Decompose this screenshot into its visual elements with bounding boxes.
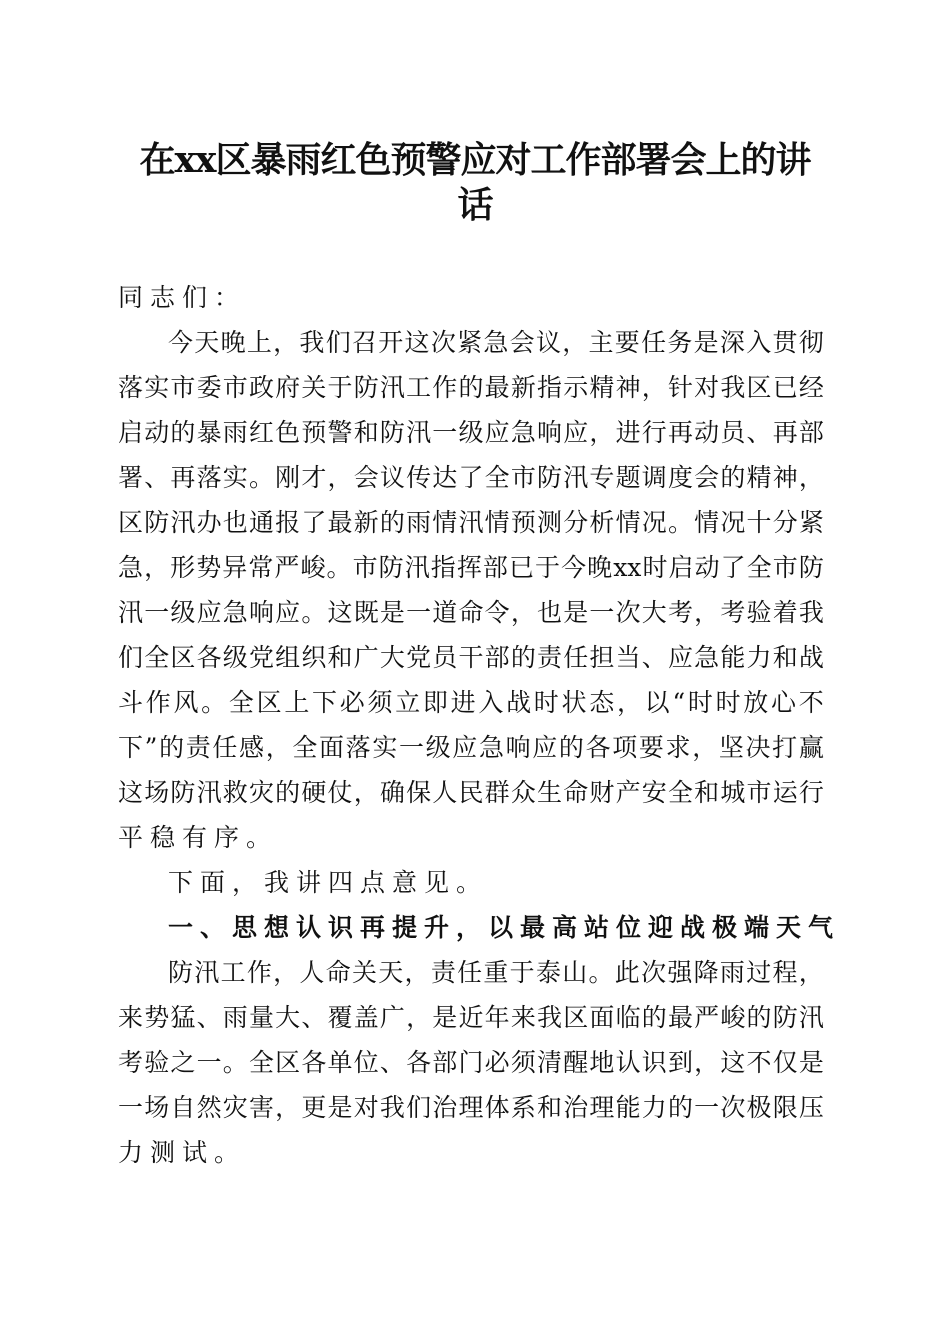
text-line: 们 全 区 各 级 党 组 织 和 广 大 党 员 干 部 的 责 任 担 当 、 应 急 能 力 和 战 [118,643,824,672]
salutation: 同志们： [118,283,247,312]
text-line: 急 ， 形 势 异 常 严 峻 。 市 防 汛 指 挥 部 已 于 今 晚 xx 时 启 动 了 全 市 防 [118,553,824,582]
paragraph [118,320,824,860]
text-line: 区 防 汛 办 也 通 报 了 最 新 的 雨 情 汛 情 预 测 分 析 情 况 。 情 况 十 分 紧 [118,508,824,537]
text-line: 来 势 猛 、 雨 量 大 、 覆 盖 广 ， 是 近 年 来 我 区 面 临 的 最 严 峻 的 防 汛 [118,1003,824,1032]
text-line: 防 汛 工 作 ， 人 命 关 天 ， 责 任 重 于 泰 山 。 此 次 强 降 雨 过 程 ， [168,958,824,987]
paragraph [118,860,824,905]
text-line: 落 实 市 委 市 政 府 关 于 防 汛 工 作 的 最 新 指 示 精 神 ， 针 对 我 区 已 经 [118,373,824,402]
text-line: 汛 一 级 应 急 响 应 。 这 既 是 一 道 命 令 ， 也 是 一 次 大 考 ， 考 验 着 我 [118,598,824,627]
text-line: 今 天 晚 上 ， 我 们 召 开 这 次 紧 急 会 议 ， 主 要 任 务 是 深 入 贯 彻 [168,328,824,357]
text-line: 斗 作 风 。 全 区 上 下 必 须 立 即 进 入 战 时 状 态 ， 以 “ 时 时 放 心 不 [118,688,824,717]
text-line: 启 动 的 暴 雨 红 色 预 警 和 防 汛 一 级 应 急 响 应 ， 进 行 再 动 员 、 再 部 [118,418,824,447]
document-body [118,275,841,1175]
text-line: 一、思想认识再提升，以最高站位迎战极端天气 [168,913,841,942]
text-line: 考 验 之 一 。 全 区 各 单 位 、 各 部 门 必 须 清 醒 地 认 识 到 ， 这 不 仅 是 [118,1048,824,1077]
document-title [0,138,950,228]
text-line: 署 、 再 落 实 。 刚 才 ， 会 议 传 达 了 全 市 防 汛 专 题 调 度 会 的 精 神 ， [118,463,824,492]
text-line: 下面，我讲四点意见。 [168,868,489,897]
text-line: 下 ” 的 责 任 感 ， 全 面 落 实 一 级 应 急 响 应 的 各 项 要 求 ， 坚 决 打 赢 [118,733,824,762]
text-line: 一 场 自 然 灾 害 ， 更 是 对 我 们 治 理 体 系 和 治 理 能 力 的 一 次 极 限 压 [118,1093,824,1122]
paragraph [118,950,824,1175]
text-line: 平稳有序。 [118,823,279,852]
text-line: 这 场 防 汛 救 灾 的 硬 仗 ， 确 保 人 民 群 众 生 命 财 产 安 全 和 城 市 运 行 [118,778,824,807]
title-line: 话 [457,184,493,226]
title-line: 在xx区暴雨红色预警应对工作部署会上的讲 [139,139,811,181]
text-line: 力测试。 [118,1138,247,1167]
section-heading [118,905,841,950]
